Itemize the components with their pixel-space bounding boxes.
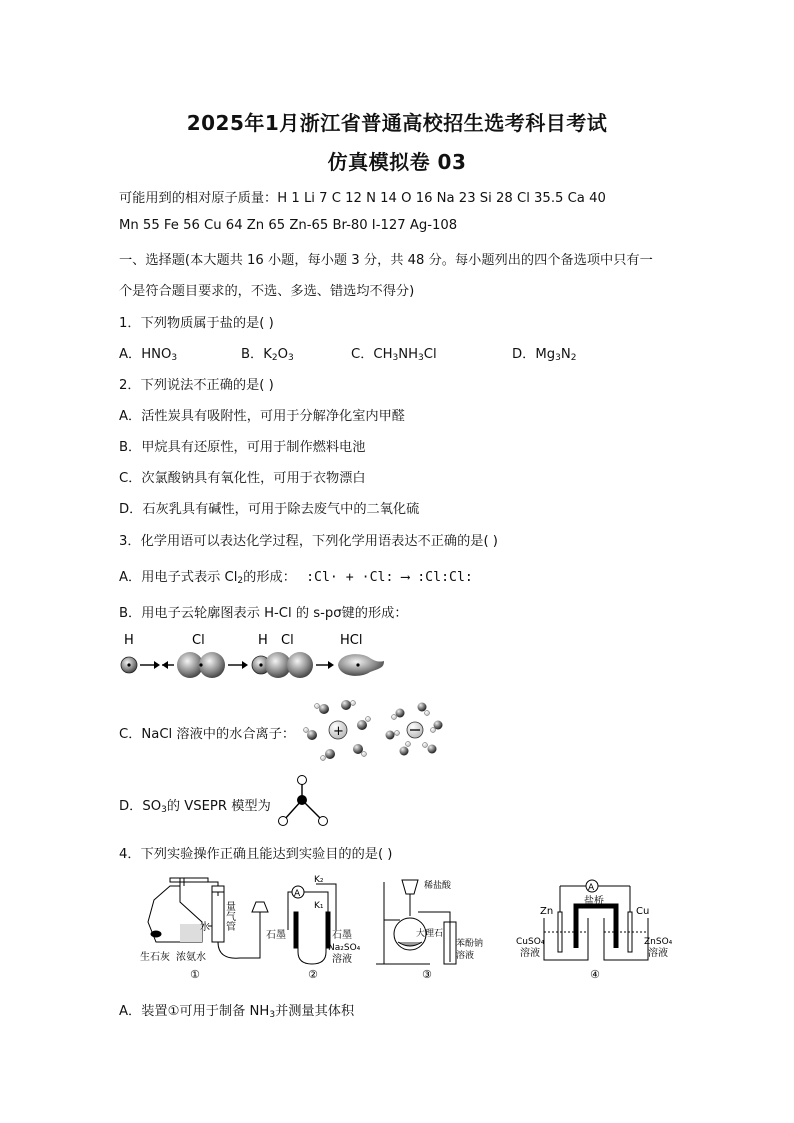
label-h-1: H <box>124 633 134 648</box>
arrow-1 <box>228 661 248 669</box>
question-3-option-b: B．用电子云轮廓图表示 H-Cl 的 s-pσ键的形成： <box>119 606 408 621</box>
q1-c-mid: NH <box>398 347 419 362</box>
question-1-option-a <box>119 343 177 363</box>
q1-d-sub2: 2 <box>570 353 577 363</box>
label-solution-3: 溶液 <box>456 951 475 961</box>
q3-d-tail: 的 VSEPR 模型为 <box>166 799 271 814</box>
atomic-mass-line-2: Mn 55 Fe 56 Cu 64 Zn 65 Zn-65 Br-80 I-127 Ag-108 <box>119 218 458 233</box>
label-marble: 大理石 <box>416 929 444 939</box>
question-3-option-d <box>119 795 271 815</box>
q1-d-mid: N <box>560 347 571 362</box>
q1-b-sub2: 3 <box>288 353 294 363</box>
apparatus-3 <box>376 880 456 964</box>
electron-cloud-figure <box>118 628 388 688</box>
q1-d-text: D．Mg <box>512 347 556 362</box>
central-atom <box>297 795 307 805</box>
label-cu: Cu <box>636 906 650 917</box>
label-znso4: ZnSO₄ <box>644 937 673 947</box>
label-guan: 管 <box>226 922 236 933</box>
hydrated-ions-figure <box>300 697 450 763</box>
q1-d-sub1: 3 <box>555 353 561 363</box>
svg-text:+: + <box>333 724 344 739</box>
question-4-stem: 4．下列实验操作正确且能达到实验目的的是( ) <box>119 847 393 862</box>
q4-a-text: A．装置①可用于制备 NH <box>119 1004 270 1019</box>
sodium-ion-cluster <box>304 700 371 761</box>
q3-a-sub: 2 <box>237 576 244 586</box>
label-ammonia: 浓氨水 <box>176 952 206 963</box>
apparatus-4 <box>544 880 648 960</box>
apparatus-1 <box>148 878 268 958</box>
q1-c-sub2: 3 <box>418 353 424 363</box>
section-intro-line-2: 个是符合题目要求的，不选、多选、错选均不得分) <box>119 284 415 299</box>
question-2-option-d: D．石灰乳具有碱性，可用于除去废气中的二氧化硫 <box>119 502 420 517</box>
section-intro-line-1: 一、选择题(本大题共 16 小题，每小题 3 分，共 48 分。每小题列出的四个备选项中只有一 <box>119 253 653 268</box>
q4-a-sub: 3 <box>269 1010 276 1020</box>
label-ammeter-4: A <box>588 883 595 893</box>
question-3-option-a <box>119 566 473 586</box>
orbital-overlap <box>252 652 313 678</box>
question-4-option-a <box>119 1000 354 1020</box>
question-1-option-d <box>512 343 576 363</box>
label-zn: Zn <box>540 906 554 917</box>
label-na2so4: Na₂SO₄ <box>328 943 361 953</box>
q3-a-electron-formula: :Cl· + ·Cl: ⟶ :Cl:Cl: <box>306 570 473 585</box>
question-2-option-b: B．甲烷具有还原性，可用于制作燃料电池 <box>119 440 366 455</box>
label-dilute-hcl: 稀盐酸 <box>424 881 452 891</box>
q1-b-sub1: 2 <box>271 353 278 363</box>
atomic-mass-line-1: 可能用到的相对原子质量：H 1 Li 7 C 12 N 14 O 16 Na 23 Si 28 Cl 35.5 Ca 40 <box>119 191 606 206</box>
label-hcl: HCl <box>340 633 363 648</box>
q4-a-tail: 并测量其体积 <box>275 1004 355 1019</box>
q1-c-text: C．CH <box>351 347 393 362</box>
q3-a-tail: 的形成： <box>243 570 296 585</box>
question-1-stem: 1．下列物质属于盐的是( ) <box>119 316 274 331</box>
label-k1: K₁ <box>314 901 324 911</box>
question-2-option-c: C．次氯酸钠具有氧化性，可用于衣物漂白 <box>119 471 366 486</box>
p-orbital-cl <box>177 652 225 678</box>
question-2-option-a: A．活性炭具有吸附性，可用于分解净化室内甲醛 <box>119 409 405 424</box>
label-graphite-left: 石墨 <box>266 930 286 941</box>
label-cl-2: Cl <box>281 633 294 648</box>
label-water: 水 <box>200 922 210 933</box>
label-k2: K₂ <box>314 875 324 885</box>
label-solution-2: 溶液 <box>332 954 352 965</box>
exam-subtitle: 仿真模拟卷 03 <box>327 150 467 174</box>
label-fig-2: ② <box>308 968 318 981</box>
label-fig-4: ④ <box>590 968 600 981</box>
label-ammeter-2: A <box>294 889 301 899</box>
label-cuso4: CuSO₄ <box>516 937 545 947</box>
label-salt-bridge: 盐桥 <box>584 896 604 907</box>
q1-a-text: A．HNO <box>119 347 172 362</box>
q3-d-text: D．SO <box>119 799 162 814</box>
label-fig-1: ① <box>190 968 200 981</box>
label-liang: 量 <box>226 902 236 913</box>
question-2-stem: 2．下列说法不正确的是( ) <box>119 378 274 393</box>
label-graphite-right: 石墨 <box>332 930 352 941</box>
q3-a-text: A．用电子式表示 Cl <box>119 570 238 585</box>
question-3-stem: 3．化学用语可以表达化学过程，下列化学用语表达不正确的是( ) <box>119 534 498 549</box>
question-1-option-b <box>241 343 294 363</box>
q1-c-sub1: 3 <box>392 353 399 363</box>
q1-c-tail: Cl <box>423 347 437 362</box>
s-orbital-h <box>121 657 137 673</box>
chloride-ion-cluster <box>386 703 443 756</box>
exam-title: 2025年1月浙江省普通高校招生选考科目考试 <box>186 111 608 135</box>
arrows-approach <box>140 661 174 669</box>
vsepr-model-figure <box>272 774 336 830</box>
label-quicklime: 生石灰 <box>140 952 170 963</box>
label-solution-4a: 溶液 <box>520 948 540 959</box>
experiment-apparatus-figure <box>140 872 680 984</box>
q3-d-sub: 3 <box>161 805 167 815</box>
q1-b-text: B．K <box>241 347 272 362</box>
sigma-bond-orbital <box>338 654 384 676</box>
label-solution-4b: 溶液 <box>648 948 668 959</box>
arrow-2 <box>316 661 334 669</box>
q1-b-mid: O <box>277 347 289 362</box>
label-phenoxide: 苯酚钠 <box>456 939 484 949</box>
label-cl-1: Cl <box>192 633 205 648</box>
question-3-option-c: C．NaCl 溶液中的水合离子： <box>119 727 296 742</box>
q1-a-sub: 3 <box>171 353 178 363</box>
question-1-option-c <box>351 343 437 363</box>
label-qi: 气 <box>226 912 236 923</box>
label-fig-3: ③ <box>422 968 432 981</box>
label-h-2: H <box>258 633 268 648</box>
